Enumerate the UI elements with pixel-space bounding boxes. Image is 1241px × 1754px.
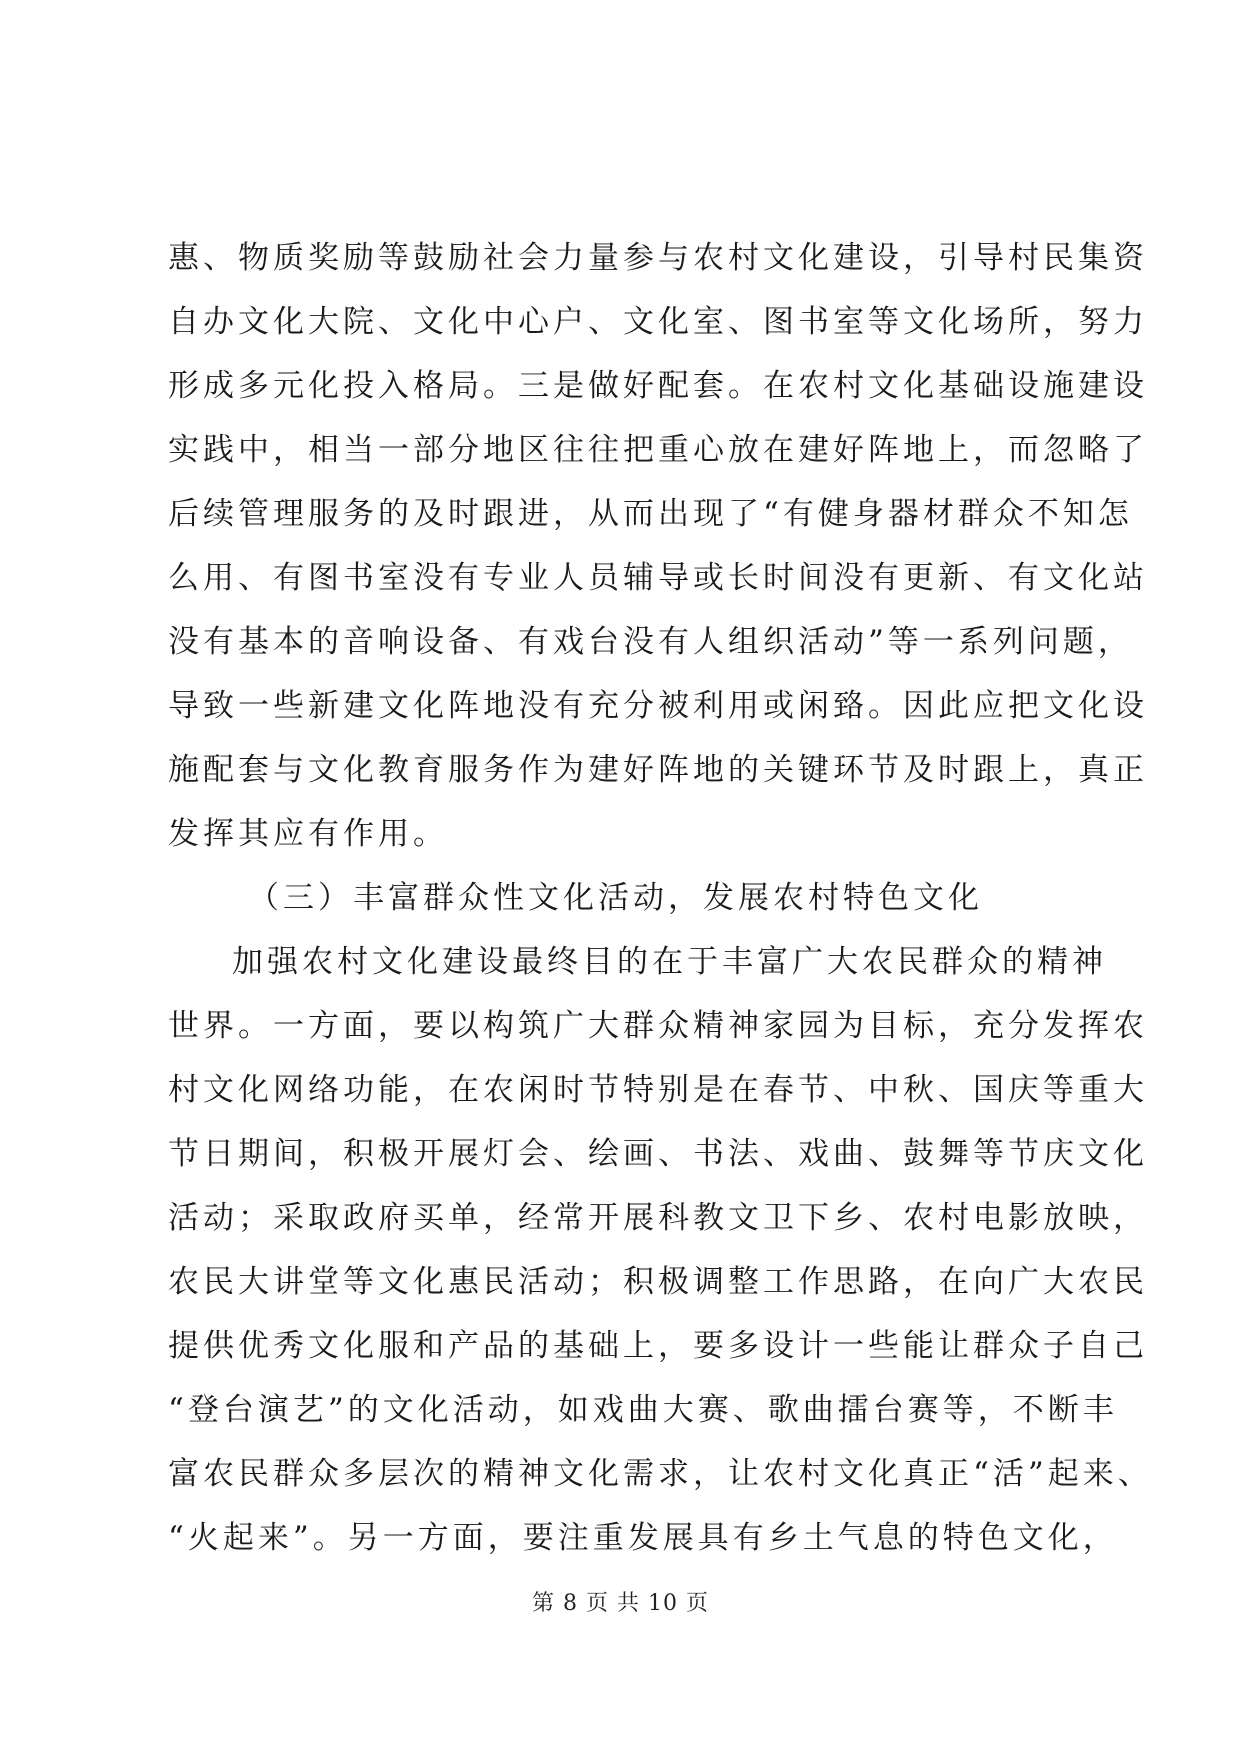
text-line: 发挥其应有作用。 — [168, 816, 448, 852]
section-heading: （三）丰富群众性文化活动，发展农村特色文化 — [248, 880, 983, 916]
text-line: 施配套与文化教育服务作为建好阵地的关键环节及时跟上，真正 — [168, 752, 1148, 788]
text-line: 世界。一方面，要以构筑广大群众精神家园为目标，充分发挥农 — [168, 1008, 1148, 1044]
page-number: 第 8 页 共 10 页 — [532, 1591, 709, 1616]
text-line: 提供优秀文化服和产品的基础上，要多设计一些能让群众子自己 — [168, 1328, 1148, 1364]
text-line: 实践中，相当一部分地区往往把重心放在建好阵地上，而忽略了 — [168, 432, 1148, 468]
text-line: 富农民群众多层次的精神文化需求，让农村文化真正“活”起来、 — [168, 1456, 1153, 1492]
text-line: 么用、有图书室没有专业人员辅导或长时间没有更新、有文化站 — [168, 560, 1148, 596]
text-line: 形成多元化投入格局。三是做好配套。在农村文化基础设施建设 — [168, 368, 1148, 404]
paragraph-first-line: 加强农村文化建设最终目的在于丰富广大农民群众的精神 — [232, 944, 1107, 980]
text-line: 导致一些新建文化阵地没有充分被利用或闲臵。因此应把文化设 — [168, 688, 1148, 724]
text-line: 活动；采取政府买单，经常开展科教文卫下乡、农村电影放映， — [168, 1200, 1148, 1236]
page-footer — [0, 1586, 1241, 1617]
text-line: 后续管理服务的及时跟进，从而出现了“有健身器材群众不知怎 — [168, 496, 1133, 532]
text-line: 节日期间，积极开展灯会、绘画、书法、戏曲、鼓舞等节庆文化 — [168, 1136, 1148, 1172]
text-line: “火起来”。另一方面，要注重发展具有乡土气息的特色文化， — [168, 1520, 1118, 1556]
text-line: 村文化网络功能，在农闲时节特别是在春节、中秋、国庆等重大 — [168, 1072, 1148, 1108]
body-text — [168, 226, 1153, 1570]
text-line: “登台演艺”的文化活动，如戏曲大赛、歌曲擂台赛等，不断丰 — [168, 1392, 1118, 1428]
text-line: 没有基本的音响设备、有戏台没有人组织活动”等一系列问题， — [168, 624, 1133, 660]
text-line: 自办文化大院、文化中心户、文化室、图书室等文化场所，努力 — [168, 304, 1148, 340]
text-line: 农民大讲堂等文化惠民活动；积极调整工作思路，在向广大农民 — [168, 1264, 1148, 1300]
text-line: 惠、物质奖励等鼓励社会力量参与农村文化建设，引导村民集资 — [168, 240, 1148, 276]
